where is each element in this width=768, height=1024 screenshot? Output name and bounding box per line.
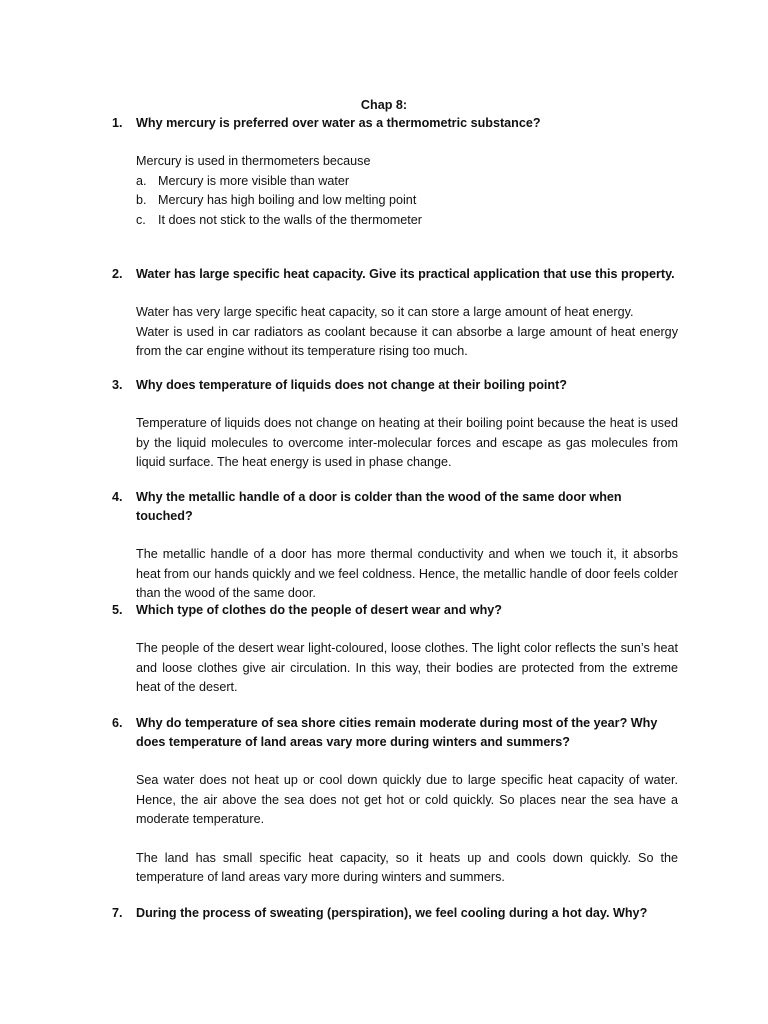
question-7-heading (112, 904, 678, 923)
answer-paragraph: Sea water does not heat up or cool down quickly due to large specific heat capacity of water. Hence, the air above the sea does not get hot or cold quickly. So places near the sea have a moderate temperature. (136, 773, 678, 826)
answer-paragraph: Water is used in car radiators as coolant because it can absorbe a large amount of heat energy from the car engine without its temperature rising too much. (136, 324, 678, 358)
list-marker: b. (136, 193, 147, 207)
question-1-number: 1. (112, 116, 123, 130)
question-5 (112, 601, 678, 698)
list-item (136, 211, 678, 231)
question-3-number: 3. (112, 378, 123, 392)
question-1-heading (112, 114, 678, 133)
question-6-heading (112, 714, 678, 752)
question-3 (112, 376, 678, 473)
question-6-number: 6. (112, 716, 123, 730)
question-2-number: 2. (112, 267, 123, 281)
question-5-heading (112, 601, 678, 620)
question-1-text: Why mercury is preferred over water as a thermometric substance? (136, 116, 541, 130)
question-5-number: 5. (112, 603, 123, 617)
question-6-text: Why do temperature of sea shore cities remain moderate during most of the year? Why does temperature of land areas vary more during winters and summers? (136, 716, 658, 749)
question-4-heading (112, 488, 678, 526)
question-6-answer (112, 771, 678, 888)
question-4 (112, 488, 678, 604)
question-4-text: Why the metallic handle of a door is colder than the wood of the same door when touched? (136, 490, 622, 523)
question-4-answer: The metallic handle of a door has more thermal conductivity and when we touch it, it absorbs heat from our hands quickly and we feel coldness. Hence, the metallic handle of door feels colder than the wood of the same door. (136, 547, 678, 600)
chapter-title: Chap 8: (360, 98, 408, 112)
question-7-text: During the process of sweating (perspiration), we feel cooling during a hot day. Why? (136, 906, 648, 920)
question-4-number: 4. (112, 490, 123, 504)
question-2 (112, 265, 678, 362)
list-marker: c. (136, 212, 146, 227)
list-item (136, 172, 678, 192)
list-marker: a. (136, 173, 147, 188)
question-7 (112, 904, 678, 923)
question-1 (112, 114, 678, 230)
question-5-answer: The people of the desert wear light-coloured, loose clothes. The light color reflects the sun’s heat and loose clothes give air circulation. In this way, their bodies are protected from the extreme heat of the desert. (136, 641, 678, 694)
list-item-text: Mercury has high boiling and low melting point (158, 193, 417, 207)
question-3-answer: Temperature of liquids does not change on heating at their boiling point because the heat is used by the liquid molecules to overcome inter-molecular forces and escape as gas molecules from liquid surface. The heat energy is used in phase change. (136, 416, 678, 469)
list-item-text: It does not stick to the walls of the thermometer (158, 212, 422, 227)
question-6 (112, 714, 678, 888)
question-5-text: Which type of clothes do the people of desert wear and why? (136, 603, 502, 617)
answer-intro: Mercury is used in thermometers because (136, 154, 371, 168)
question-2-answer (112, 303, 678, 362)
question-1-answer (112, 152, 678, 230)
question-7-number: 7. (112, 906, 123, 920)
answer-paragraph: Water has very large specific heat capacity, so it can store a large amount of heat energy. (136, 305, 634, 319)
list-item-text: Mercury is more visible than water (158, 173, 350, 188)
question-3-heading (112, 376, 678, 395)
question-2-heading (112, 265, 678, 284)
question-2-text: Water has large specific heat capacity. Give its practical application that use this property. (136, 267, 675, 281)
list-item (136, 191, 678, 211)
question-3-text: Why does temperature of liquids does not change at their boiling point? (136, 378, 568, 392)
answer-paragraph: The land has small specific heat capacity, so it heats up and cools down quickly. So the temperature of land areas vary more during winters and summers. (136, 850, 678, 884)
